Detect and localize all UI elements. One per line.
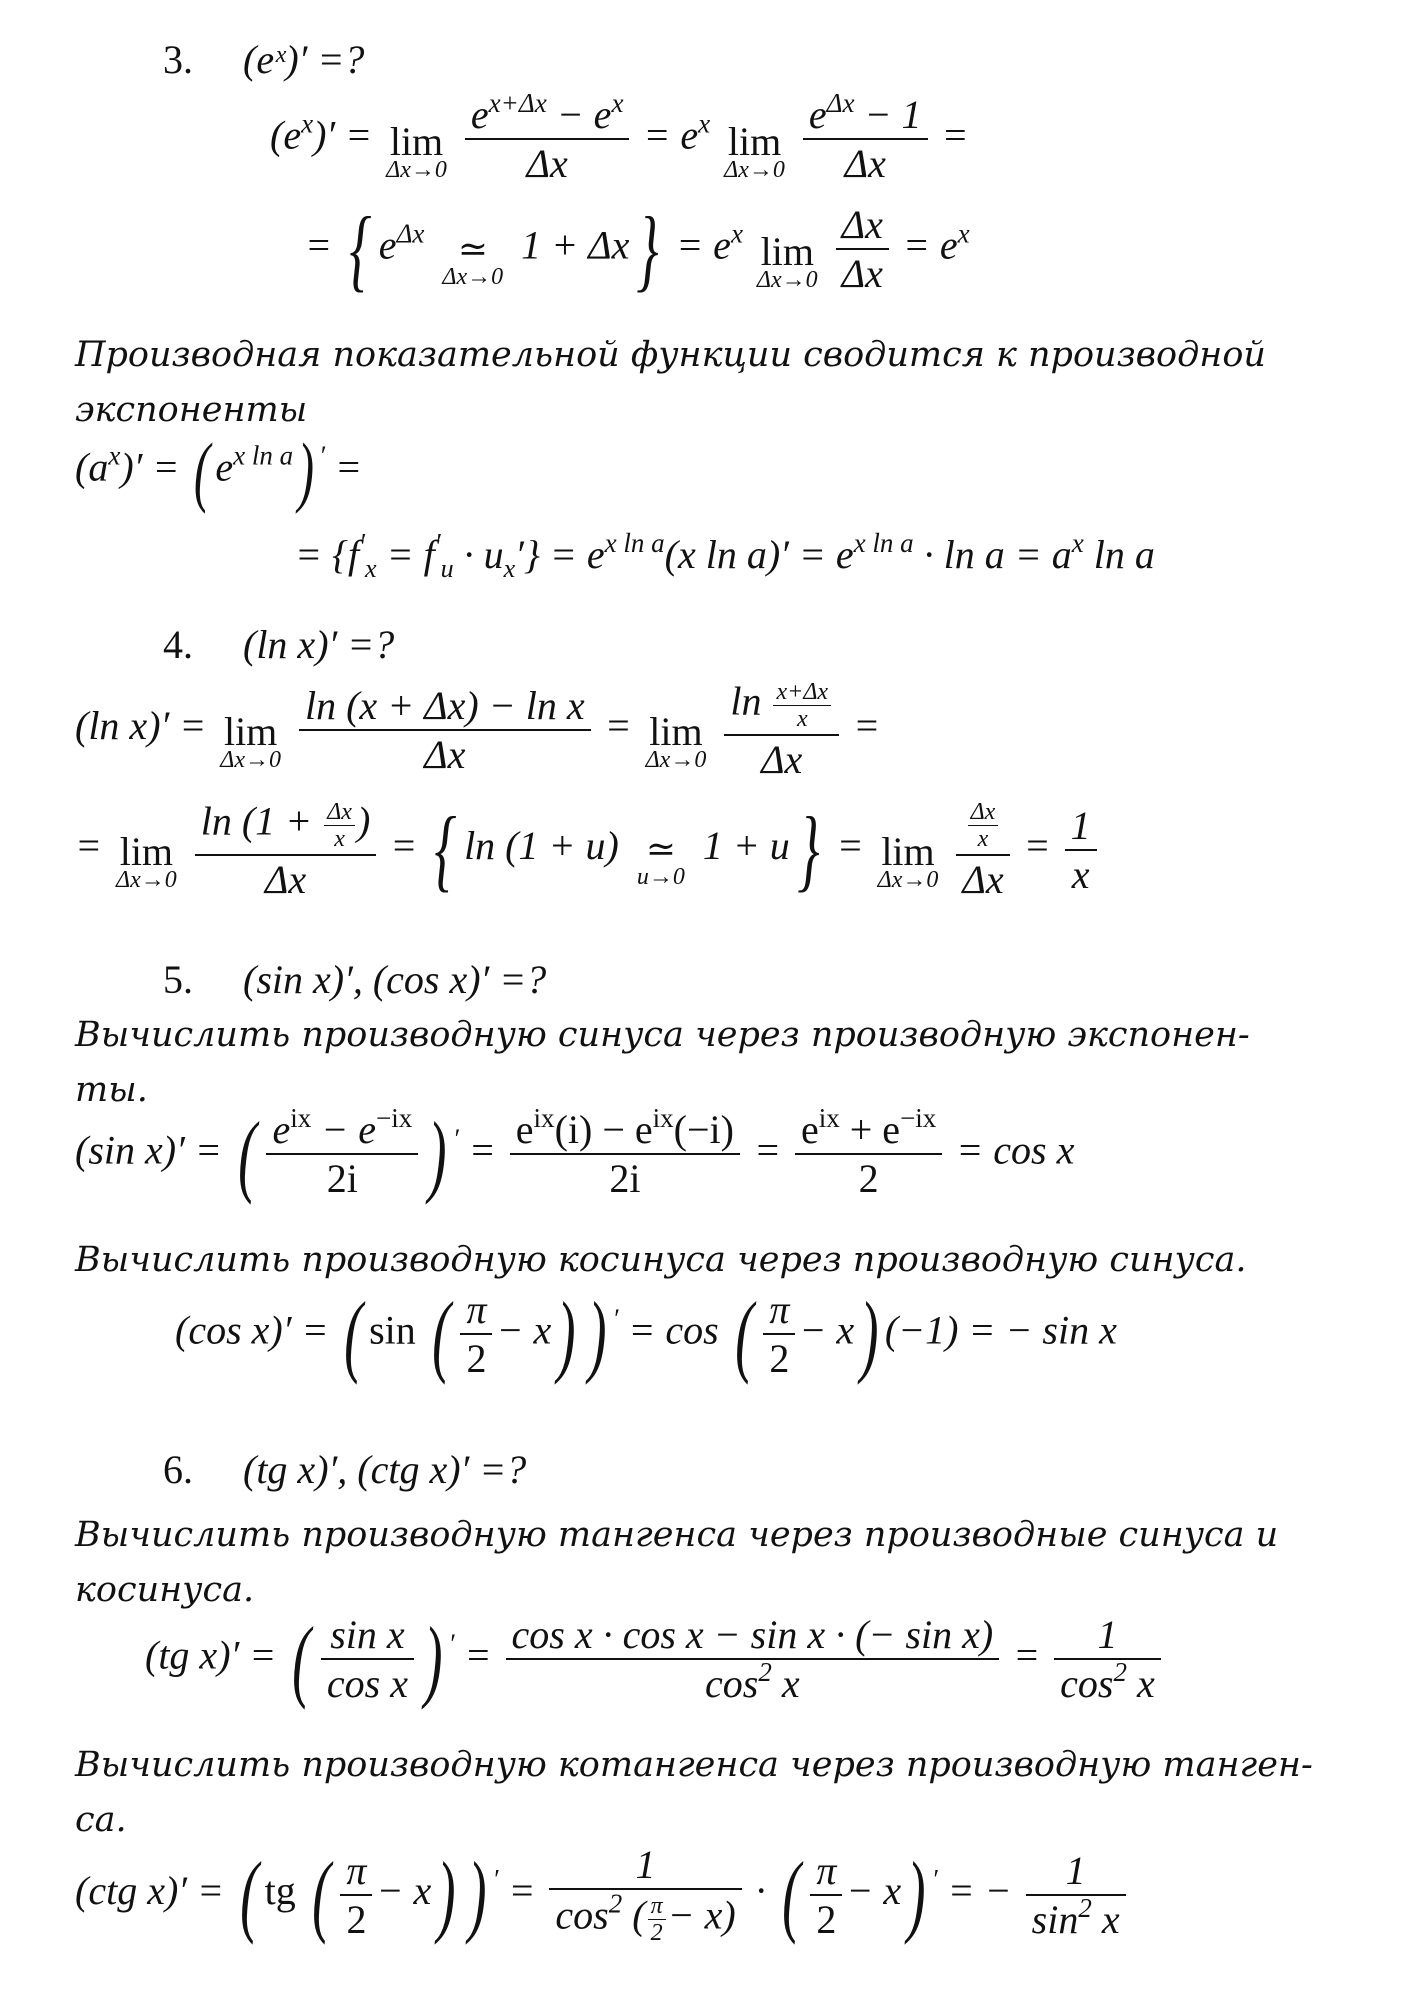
brace-left: { — [434, 798, 457, 901]
fraction — [724, 680, 839, 780]
paren-right: ) — [860, 1282, 879, 1385]
frac-num: cos x · cos x − sin x · (− sin x) — [511, 1612, 994, 1657]
formula-tg — [145, 1607, 1165, 1725]
paren-right: ) — [557, 1282, 576, 1385]
frac-num: 1 — [635, 1842, 656, 1887]
fraction — [836, 202, 889, 296]
formula-part: = — [1023, 823, 1051, 869]
formula-ax-line2 — [295, 528, 1155, 583]
frac-den: 2 — [810, 1894, 842, 1940]
formula-exp-line1 — [270, 88, 969, 205]
text-sin-note-line2: ты. — [75, 1070, 148, 1110]
formula-part: = — [468, 1127, 496, 1173]
formula-sup: ′ — [931, 1864, 938, 1895]
formula-sub: x — [503, 554, 516, 583]
formula-part: = — [604, 703, 632, 749]
frac-num: ln — [730, 678, 762, 724]
formula-sub: x — [365, 554, 377, 583]
formula-part: (tg x)′ = — [145, 1632, 277, 1678]
text-ctg-note-line2: са. — [75, 1800, 127, 1840]
frac-den: x — [1091, 1896, 1120, 1942]
limit — [220, 709, 281, 773]
approx — [442, 228, 504, 290]
formula-part: = { — [295, 532, 348, 577]
frac-den: 2 — [340, 1894, 372, 1940]
text-ctg-note-line1: Вычислить производную котангенса через производную танген- — [75, 1745, 1313, 1785]
frac-den: cos — [1060, 1661, 1114, 1706]
formula-part: = — [335, 444, 363, 490]
formula-sup: ′ — [434, 528, 441, 558]
frac-num: − e — [546, 92, 612, 137]
formula-sup: x+Δx — [488, 88, 547, 118]
item-question: (eˣ)′ =? — [243, 37, 365, 82]
formula-part: 1 + Δx — [521, 222, 630, 268]
frac-den: Δx — [299, 729, 591, 775]
frac-num: sin x — [330, 1612, 405, 1657]
formula-part: = cos x — [956, 1127, 1075, 1173]
formula-part: = — [376, 532, 424, 577]
paren-left: ( — [344, 1282, 363, 1385]
frac-num: − e — [311, 1107, 376, 1152]
formula-sup: −ix — [376, 1103, 413, 1133]
frac-den: Δx — [195, 854, 377, 900]
formula-part: )′ = — [313, 112, 373, 158]
frac-num: 1 — [1065, 1847, 1086, 1893]
item-number: 4. — [163, 622, 193, 667]
frac-den: 2 — [763, 1333, 795, 1379]
formula-sup: ′ — [492, 1864, 499, 1895]
formula-part: = — [464, 1632, 492, 1678]
formula-part: e — [215, 444, 234, 490]
frac-num: e — [515, 1107, 534, 1152]
text-tg-note-line2: косинуса. — [75, 1570, 255, 1610]
formula-sup: ix — [290, 1103, 312, 1133]
formula-part: · — [453, 532, 484, 577]
approx-symbol: ≃ — [457, 228, 488, 269]
formula-part: = — [1013, 1632, 1041, 1678]
frac-den: ( — [622, 1892, 646, 1938]
fraction — [549, 1842, 741, 1946]
formula-sup: 2 — [608, 1888, 623, 1919]
formula-part: − x — [376, 1868, 432, 1914]
fraction — [763, 1287, 795, 1381]
formula-part: = — [836, 823, 864, 869]
small-frac-den: 2 — [648, 1919, 666, 1945]
fraction — [299, 682, 591, 777]
frac-num: 1 — [1097, 1612, 1118, 1657]
formula-sup: x — [698, 108, 711, 139]
formula-part: − x — [846, 1868, 902, 1914]
item-5-heading — [163, 957, 547, 1002]
brace-left: { — [349, 197, 372, 300]
paren-left: ( — [431, 1282, 451, 1385]
limit-word: lim — [649, 709, 703, 754]
small-frac-den: x — [968, 825, 999, 851]
formula-sup: x ln a — [233, 440, 294, 471]
formula-part: − x — [496, 1307, 552, 1353]
limit-word: lim — [727, 118, 782, 164]
limit — [386, 118, 447, 183]
limit-word: lim — [119, 829, 174, 874]
formula-cos — [175, 1282, 1117, 1400]
brace-right: } — [797, 798, 820, 901]
small-frac-num: π — [650, 1893, 663, 1919]
formula-part: } = e — [523, 532, 605, 577]
item-number: 5. — [163, 957, 193, 1002]
approx-sub: Δx→0 — [442, 263, 504, 290]
text-tg-note-line1: Вычислить производную тангенса через производные синуса и — [75, 1515, 1279, 1555]
paren-right: ) — [907, 1843, 926, 1946]
formula-part: u — [483, 532, 504, 577]
formula-part: tg — [264, 1868, 296, 1914]
paren-right: ) — [588, 1282, 607, 1385]
formula-sup: x — [611, 88, 624, 118]
fraction — [956, 800, 1009, 900]
formula-part: f — [348, 532, 360, 577]
fraction — [266, 1103, 418, 1201]
approx — [637, 831, 685, 889]
small-frac-num: x+Δx — [776, 679, 829, 705]
paren-left: ( — [734, 1282, 754, 1385]
small-frac-num: Δx — [327, 799, 352, 825]
item-3-heading — [163, 37, 365, 82]
limit-word: lim — [881, 829, 935, 874]
frac-den: Δx — [836, 248, 889, 294]
formula-sup: −ix — [900, 1103, 937, 1133]
fraction — [340, 1847, 372, 1942]
frac-num: π — [346, 1847, 367, 1893]
formula-ctg — [75, 1842, 1130, 1955]
limit-word: lim — [389, 118, 444, 164]
formula-sin — [75, 1102, 1075, 1220]
formula-part: = − — [947, 1868, 1012, 1914]
fraction — [803, 88, 928, 186]
formula-part: ln a — [1083, 532, 1155, 577]
formula-part: (ctg x)′ = — [75, 1868, 225, 1914]
formula-part: (a — [75, 444, 109, 490]
fraction — [1026, 1847, 1126, 1942]
frac-num: 1 — [1070, 802, 1091, 848]
frac-num: π — [816, 1847, 837, 1893]
formula-exp-line2 — [305, 197, 970, 315]
formula-part: f — [423, 532, 435, 577]
formula-part: = cos — [628, 1307, 719, 1353]
formula-sup: x — [108, 440, 121, 471]
frac-num: ) — [356, 798, 371, 844]
item-number: 3. — [163, 37, 193, 82]
small-fraction — [968, 800, 999, 851]
formula-sup: x ln a — [853, 528, 914, 558]
paren-left: ( — [194, 427, 211, 514]
formula-part: = — [753, 1127, 781, 1173]
small-frac-num: Δx — [970, 799, 996, 825]
formula-part: (−1) = − sin x — [884, 1307, 1117, 1353]
formula-ln-line1 — [75, 680, 880, 790]
limit-sub: Δx→0 — [756, 266, 818, 293]
formula-part: (x ln a)′ = e — [664, 532, 854, 577]
frac-den: cos — [555, 1892, 609, 1938]
frac-num: e — [800, 1107, 819, 1152]
frac-den: Δx — [465, 138, 630, 184]
limit-sub: Δx→0 — [877, 867, 939, 893]
paren-right: ) — [298, 427, 315, 514]
formula-sub: u — [440, 554, 454, 583]
formula-part: sin — [369, 1307, 416, 1353]
formula-part: = e — [676, 222, 731, 268]
frac-num: e — [470, 92, 489, 137]
limit — [756, 228, 818, 293]
formula-sup: ′ — [612, 1303, 619, 1334]
frac-den: 2i — [510, 1153, 740, 1199]
limit-sub: Δx→0 — [386, 156, 447, 183]
fraction — [1065, 802, 1097, 897]
fraction — [1054, 1612, 1161, 1706]
formula-part: = e — [902, 222, 958, 268]
approx-sub: u→0 — [636, 864, 685, 890]
formula-sup: 2 — [758, 1657, 772, 1687]
fraction — [510, 1103, 740, 1201]
limit — [645, 709, 707, 773]
formula-part: (e — [270, 112, 302, 158]
item-4-heading — [163, 622, 395, 667]
item-question: (ln x)′ =? — [243, 622, 395, 667]
text-cos-note: Вычислить производную косинуса через производную синуса. — [75, 1240, 1247, 1280]
frac-den: x — [1065, 849, 1097, 895]
formula-sup: ′ — [452, 1123, 459, 1154]
formula-sup: x — [957, 218, 970, 249]
formula-part: = — [390, 823, 418, 869]
small-frac-den: x — [773, 705, 831, 731]
paren-right: ) — [467, 1843, 487, 1946]
frac-num: e — [272, 1107, 291, 1152]
fraction — [810, 1847, 842, 1942]
frac-num: Δx — [841, 202, 883, 247]
item-6-heading — [163, 1447, 527, 1492]
frac-den: Δx — [956, 854, 1009, 900]
limit — [116, 829, 177, 893]
frac-den: x — [771, 1661, 800, 1706]
small-fraction — [773, 680, 831, 731]
frac-num: − 1 — [854, 92, 922, 137]
frac-den: sin — [1031, 1896, 1079, 1942]
small-fraction — [648, 1894, 666, 1945]
frac-den: cos — [705, 1661, 759, 1706]
formula-sup: ix — [652, 1103, 674, 1133]
frac-num: (i) − e — [554, 1107, 653, 1152]
formula-part: = — [941, 112, 969, 158]
frac-num: ln (x + Δx) − ln x — [305, 682, 585, 728]
text-exp-note-line2: экспоненты — [75, 390, 308, 430]
fraction — [321, 1612, 414, 1706]
formula-sup: ′ — [448, 1628, 455, 1659]
formula-part: ′ — [515, 532, 524, 577]
frac-den: cos x — [321, 1658, 414, 1704]
formula-sup: ix — [818, 1103, 840, 1133]
frac-num: + e — [839, 1107, 901, 1152]
item-question: (tg x)′, (ctg x)′ =? — [243, 1447, 527, 1492]
formula-part: · — [755, 1868, 766, 1914]
limit-sub: Δx→0 — [645, 747, 707, 773]
limit — [877, 829, 939, 893]
formula-part: = — [75, 823, 102, 869]
frac-num: ln (1 + — [200, 798, 313, 844]
formula-part: )′ = — [120, 444, 180, 490]
fraction — [195, 800, 377, 900]
paren-left: ( — [240, 1843, 259, 1946]
frac-den: 2i — [266, 1153, 418, 1199]
limit-sub: Δx→0 — [724, 156, 785, 183]
fraction — [506, 1612, 1000, 1706]
frac-num: (−i) — [673, 1107, 734, 1152]
formula-sup: Δx — [396, 218, 425, 249]
text-exp-note-line1: Производная показательной функции сводится к производной — [75, 335, 1266, 375]
frac-num: e — [808, 92, 827, 137]
small-frac-den: x — [324, 825, 355, 851]
limit-sub: Δx→0 — [220, 747, 281, 773]
formula-ax-line1 — [75, 427, 363, 514]
paren-right: ) — [428, 1102, 447, 1205]
formula-part: ln (1 + u) — [464, 823, 619, 869]
formula-part: (sin x)′ = — [75, 1127, 222, 1173]
frac-den: x — [1126, 1661, 1155, 1706]
formula-sup: x — [730, 218, 743, 249]
paren-left: ( — [781, 1843, 801, 1946]
formula-sup: 2 — [1078, 1892, 1092, 1923]
formula-part: = e — [643, 112, 699, 158]
frac-num: π — [466, 1287, 487, 1332]
formula-sup: ix — [533, 1103, 555, 1133]
limit-sub: Δx→0 — [116, 867, 177, 893]
limit — [724, 118, 785, 183]
brace-right: } — [636, 197, 659, 300]
formula-part: = — [508, 1868, 536, 1914]
fraction — [460, 1287, 492, 1381]
frac-num: π — [769, 1287, 790, 1332]
fraction — [465, 88, 630, 186]
frac-den: − x) — [667, 1892, 736, 1938]
text-sin-note-line1: Вычислить производную синуса через производную экспонен- — [75, 1015, 1250, 1055]
formula-part: 1 + u — [702, 823, 790, 869]
formula-part: = — [305, 222, 332, 268]
formula-part: (cos x)′ = — [175, 1307, 329, 1353]
frac-den: 2 — [460, 1333, 492, 1379]
item-question: (sin x)′, (cos x)′ =? — [243, 957, 547, 1002]
formula-sup: ′ — [319, 440, 326, 471]
approx-symbol: ≃ — [645, 829, 676, 869]
frac-den: Δx — [724, 734, 839, 780]
formula-part: · ln a = a — [913, 532, 1072, 577]
paren-left: ( — [237, 1102, 257, 1205]
frac-den: Δx — [803, 138, 928, 184]
frac-den: 2 — [795, 1153, 942, 1199]
formula-part: − x — [799, 1307, 855, 1353]
paren-left: ( — [292, 1607, 311, 1710]
item-number: 6. — [163, 1447, 193, 1492]
formula-sup: x — [1071, 528, 1084, 558]
fraction — [795, 1103, 942, 1201]
formula-sup: Δx — [826, 88, 855, 118]
limit-word: lim — [223, 709, 278, 754]
paren-right: ) — [424, 1607, 443, 1710]
formula-sup: x ln a — [604, 528, 665, 558]
formula-part: = — [853, 703, 881, 749]
limit-word: lim — [760, 228, 814, 274]
paren-left: ( — [311, 1843, 331, 1946]
formula-sup: ′ — [359, 528, 366, 558]
formula-sup: 2 — [1113, 1657, 1127, 1687]
formula-sup: x — [301, 108, 314, 139]
formula-part: e — [378, 222, 397, 268]
small-fraction — [324, 800, 355, 851]
paren-right: ) — [437, 1843, 456, 1946]
formula-part: (ln x)′ = — [75, 703, 207, 749]
formula-ln-line2 — [75, 800, 1101, 910]
